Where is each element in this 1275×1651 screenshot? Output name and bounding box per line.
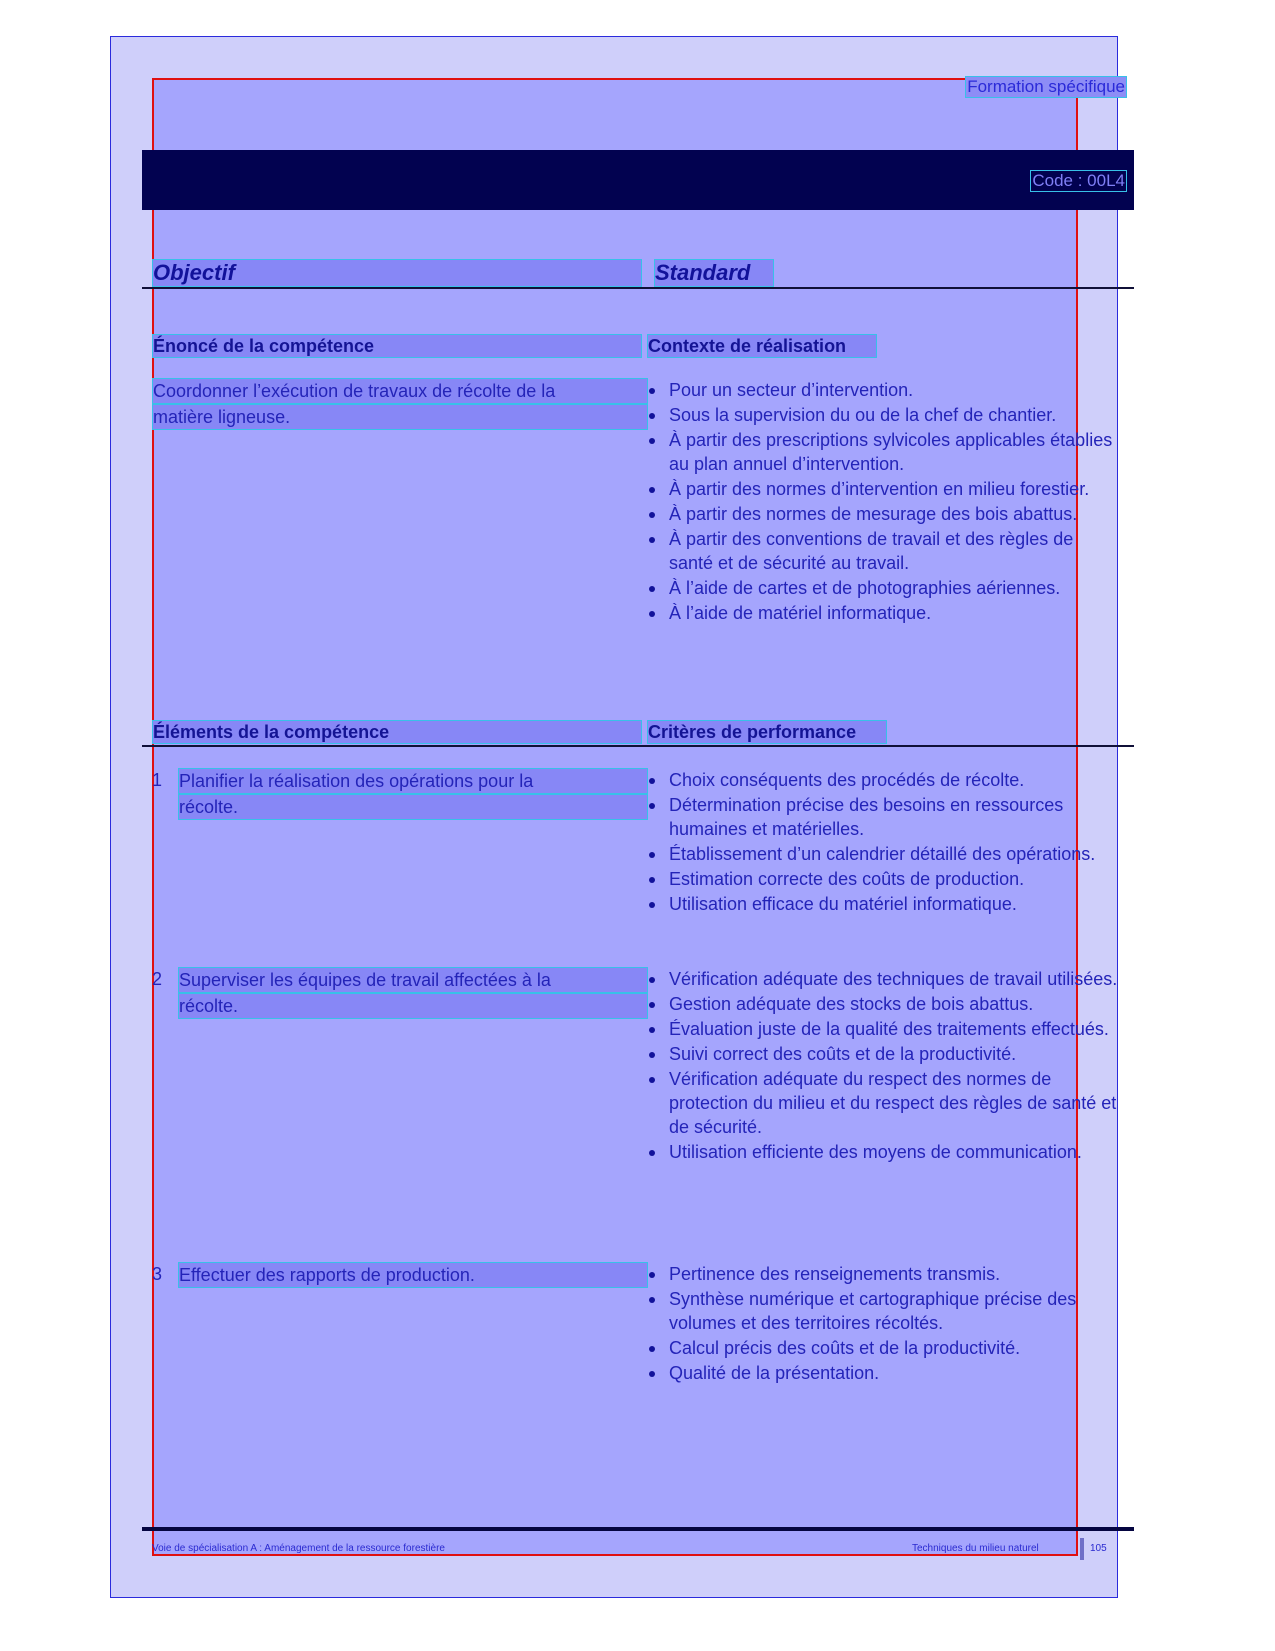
header-band — [142, 150, 1134, 210]
criteria-list — [647, 1262, 1121, 1386]
objective-column-title: Objectif — [152, 259, 642, 287]
element-statement — [178, 768, 648, 820]
program-label: Formation spécifique — [967, 77, 1125, 96]
criterion-item: Suivi correct des coûts et de la productivité. — [647, 1042, 1121, 1066]
context-heading: Contexte de réalisation — [647, 334, 877, 358]
criterion-item: Calcul précis des coûts et de la productivité. — [647, 1336, 1121, 1360]
criteria-heading: Critères de performance — [647, 720, 887, 744]
element-statement — [178, 967, 648, 1019]
footer-separator — [1080, 1538, 1084, 1560]
element-statement — [178, 1262, 648, 1288]
element-number: 2 — [152, 969, 163, 989]
criterion-item: Estimation correcte des coûts de production. — [647, 867, 1121, 891]
criteria-list — [647, 967, 1121, 1165]
criterion-item: Vérification adéquate du respect des normes de protection du milieu et du respect des règles de santé et de sécurité. — [647, 1067, 1121, 1139]
criterion-item: Qualité de la présentation. — [647, 1361, 1121, 1385]
standard-column-title: Standard — [654, 259, 774, 287]
element-line: récolte. — [178, 794, 648, 820]
context-item: Sous la supervision du ou de la chef de chantier. — [647, 403, 1121, 427]
context-item: À l’aide de cartes et de photographies aériennes. — [647, 576, 1121, 600]
criterion-item: Pertinence des renseignements transmis. — [647, 1262, 1121, 1286]
criterion-item: Gestion adéquate des stocks de bois abattus. — [647, 992, 1121, 1016]
element-number: 3 — [152, 1264, 163, 1284]
elements-divider — [142, 745, 1134, 747]
element-line: Effectuer des rapports de production. — [178, 1262, 648, 1288]
context-item: À partir des prescriptions sylvicoles applicables établies au plan annuel d’intervention. — [647, 428, 1121, 476]
competence-heading: Énoncé de la compétence — [152, 334, 642, 358]
criterion-item: Établissement d’un calendrier détaillé des opérations. — [647, 842, 1121, 866]
competence-line: Coordonner l’exécution de travaux de récolte de la — [152, 378, 648, 404]
criterion-item: Synthèse numérique et cartographique précise des volumes et des territoires récoltés. — [647, 1287, 1121, 1335]
element-line: récolte. — [178, 993, 648, 1019]
column-divider — [142, 287, 1134, 289]
competence-statement — [152, 378, 648, 430]
criteria-list — [647, 768, 1121, 917]
context-item: À l’aide de matériel informatique. — [647, 601, 1121, 625]
element-line: Planifier la réalisation des opérations pour la — [178, 768, 648, 794]
criterion-item: Choix conséquents des procédés de récolte. — [647, 768, 1121, 792]
element-number: 1 — [152, 770, 163, 790]
context-item: À partir des normes de mesurage des bois abattus. — [647, 502, 1121, 526]
context-item: À partir des conventions de travail et des règles de santé et de sécurité au travail. — [647, 527, 1121, 575]
criterion-item: Utilisation efficiente des moyens de communication. — [647, 1140, 1121, 1164]
criterion-item: Évaluation juste de la qualité des traitements effectués. — [647, 1017, 1121, 1041]
footer-rule — [142, 1527, 1134, 1531]
competency-code: Code : 00L4 — [1032, 171, 1125, 190]
element-line: Superviser les équipes de travail affectées à la — [178, 967, 648, 993]
footer-title: Techniques du milieu naturel — [912, 1543, 1039, 1554]
context-item: Pour un secteur d’intervention. — [647, 378, 1121, 402]
context-item: À partir des normes d’intervention en milieu forestier. — [647, 477, 1121, 501]
criterion-item: Vérification adéquate des techniques de travail utilisées. — [647, 967, 1121, 991]
competence-line: matière ligneuse. — [152, 404, 648, 430]
elements-heading: Éléments de la compétence — [152, 720, 642, 744]
criterion-item: Détermination précise des besoins en ressources humaines et matérielles. — [647, 793, 1121, 841]
footer-program: Voie de spécialisation A : Aménagement de la ressource forestière — [152, 1543, 445, 1554]
criterion-item: Utilisation efficace du matériel informatique. — [647, 892, 1121, 916]
context-list — [647, 378, 1121, 626]
page-number: 105 — [1090, 1543, 1107, 1554]
